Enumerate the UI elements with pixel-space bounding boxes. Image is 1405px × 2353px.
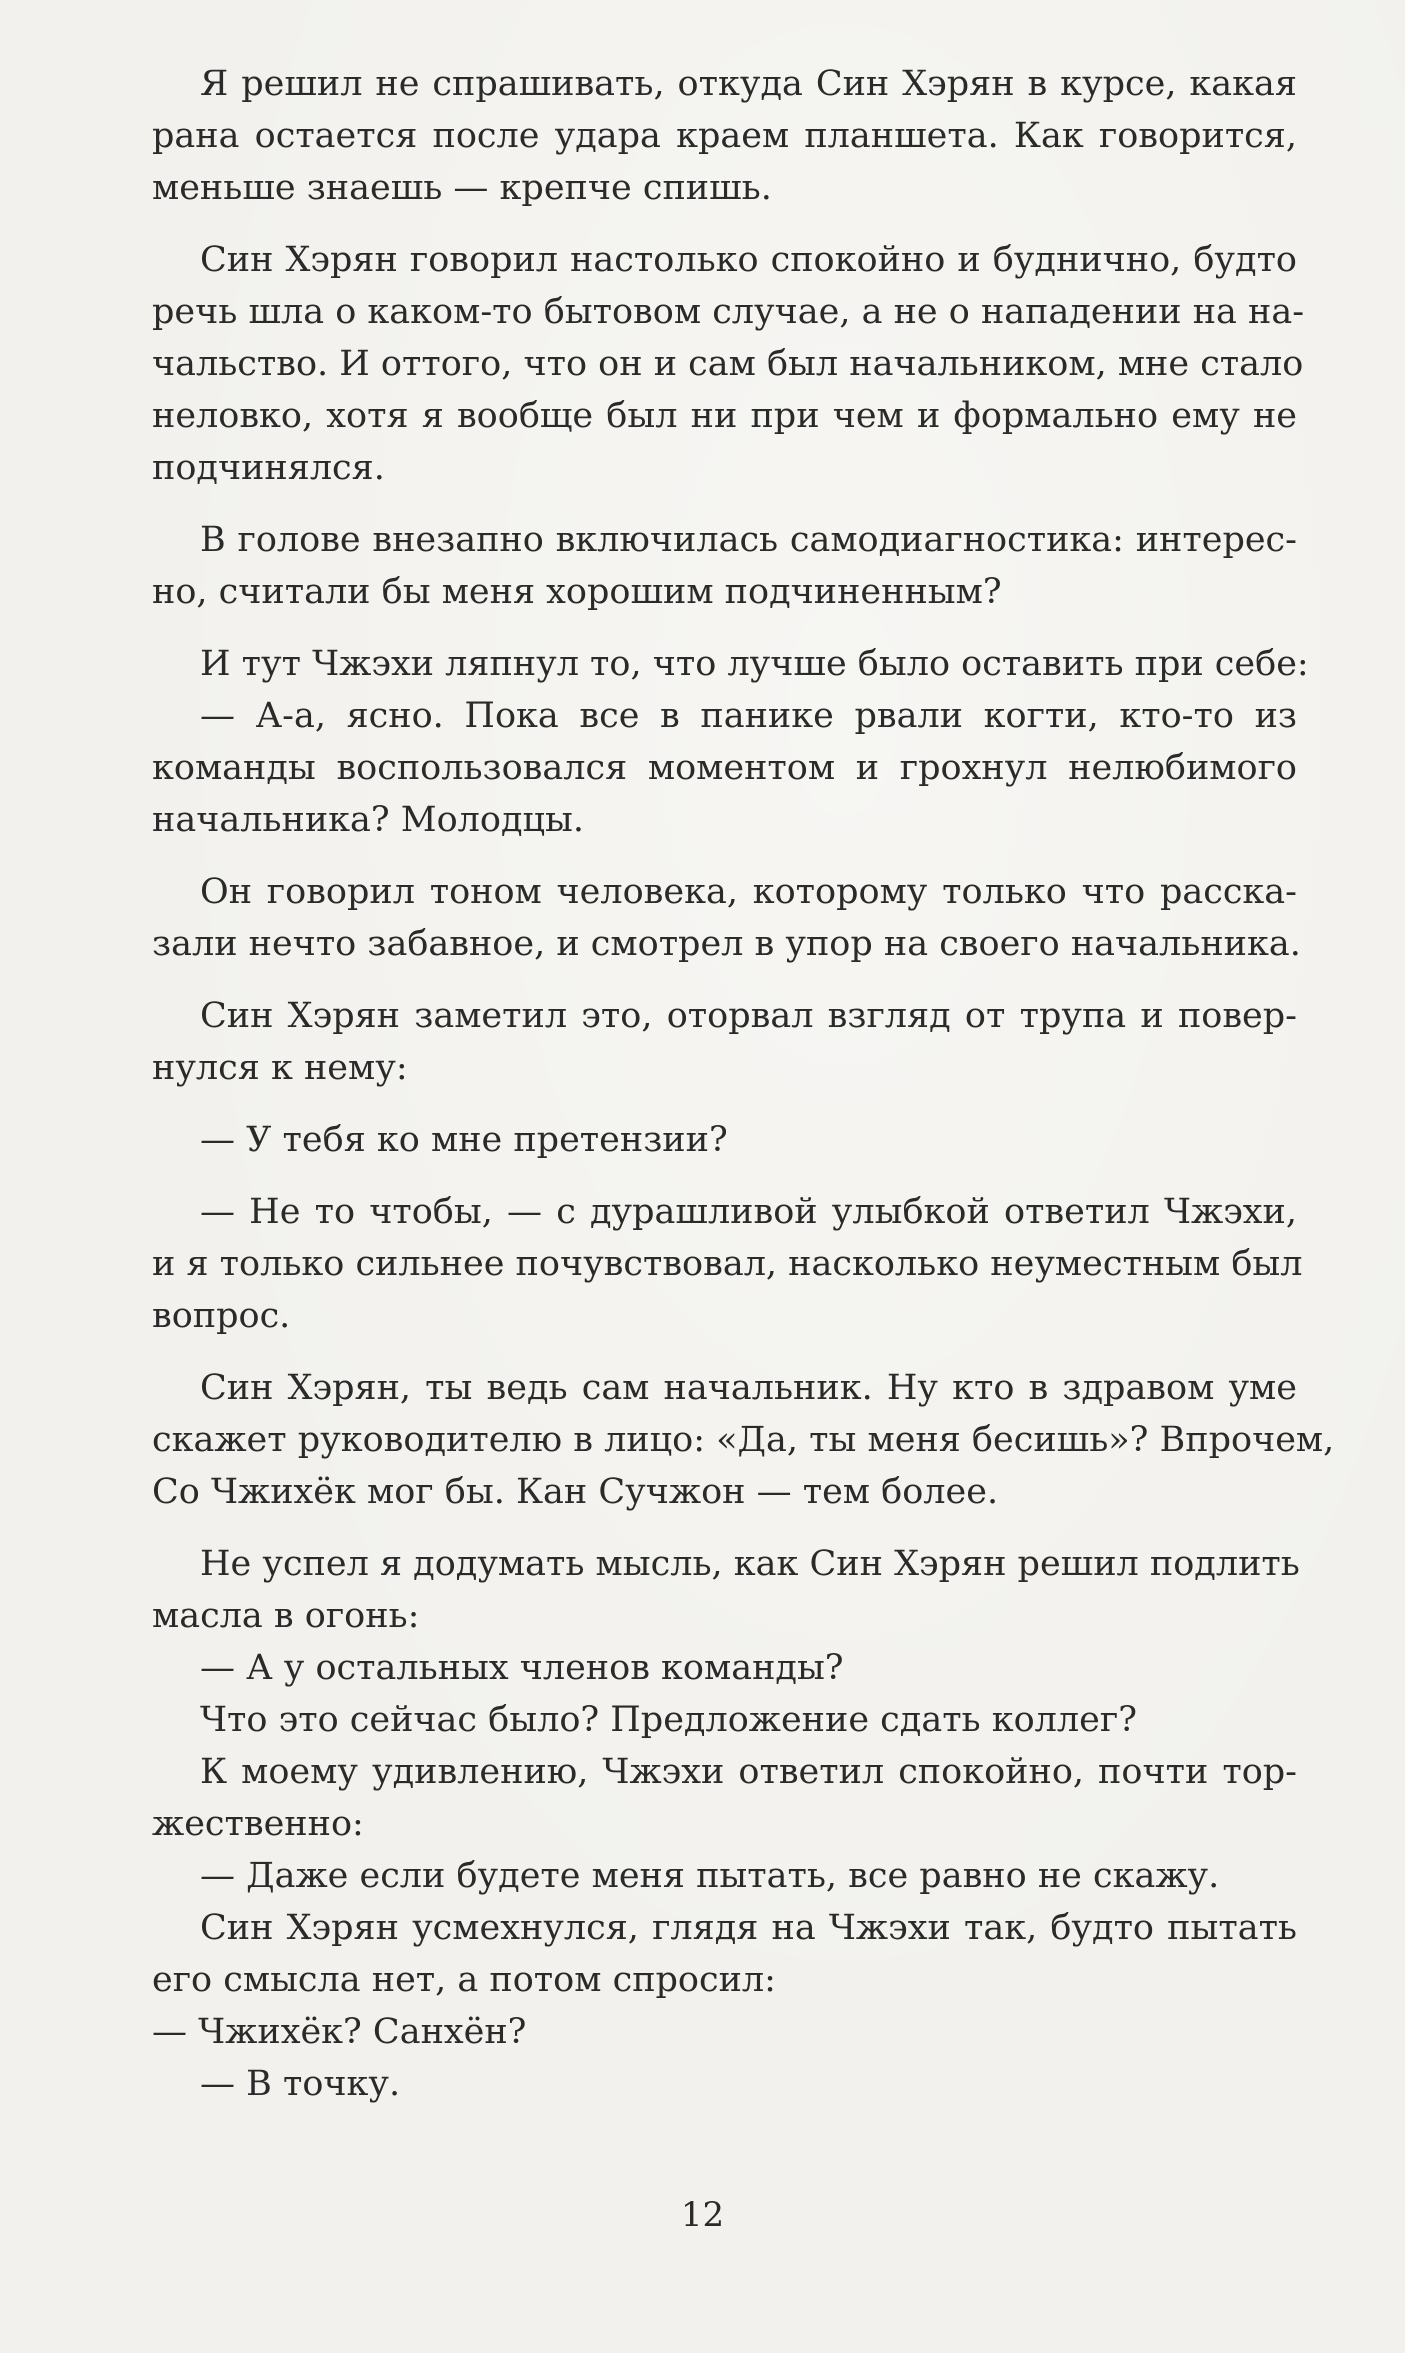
text-line: рана остается после удара краем планшета. Как говорится, bbox=[152, 116, 1297, 156]
text-line: Он говорил тоном человека, которому только что расска- bbox=[200, 872, 1297, 912]
paragraph bbox=[152, 58, 1297, 214]
paragraph bbox=[152, 990, 1297, 1094]
text-line: Не успел я додумать мысль, как Син Хэрян решил подлить bbox=[200, 1544, 1300, 1584]
text-line: Син Хэрян заметил это, оторвал взгляд от трупа и повер- bbox=[200, 996, 1297, 1036]
text-line: но, считали бы меня хорошим подчиненным? bbox=[152, 572, 1002, 612]
paragraph bbox=[152, 1538, 1300, 2110]
text-line: вопрос. bbox=[152, 1296, 291, 1336]
paragraph-gap bbox=[152, 214, 1297, 234]
text-line: Я решил не спрашивать, откуда Син Хэрян в курсе, какая bbox=[200, 64, 1297, 104]
text-line: — В точку. bbox=[200, 2064, 401, 2104]
text-line: — А у остальных членов команды? bbox=[200, 1648, 844, 1688]
text-line: Что это сейчас было? Предложение сдать коллег? bbox=[200, 1700, 1137, 1740]
text-line: — А-а, ясно. Пока все в панике рвали когти, кто-то из bbox=[200, 696, 1297, 736]
text-line: — У тебя ко мне претензии? bbox=[200, 1120, 728, 1160]
paragraph-gap bbox=[152, 970, 1297, 990]
paragraph bbox=[152, 1186, 1303, 1342]
text-line: масла в огонь: bbox=[152, 1596, 420, 1636]
text-line: Син Хэрян усмехнулся, глядя на Чжэхи так, будто пытать bbox=[200, 1908, 1297, 1948]
paragraph bbox=[152, 1114, 1297, 1166]
paragraph-gap bbox=[152, 1166, 1297, 1186]
text-line: его смысла нет, а потом спросил: bbox=[152, 1960, 776, 2000]
paragraph-gap bbox=[152, 1342, 1297, 1362]
text-line: — Даже если будете меня пытать, все равно не скажу. bbox=[200, 1856, 1220, 1896]
body-text bbox=[152, 58, 1335, 2110]
text-line: нулся к нему: bbox=[152, 1048, 408, 1088]
page-number: 12 bbox=[680, 2195, 725, 2235]
text-line: жественно: bbox=[152, 1804, 364, 1844]
text-line: команды воспользовался моментом и грохнул нелюбимого bbox=[152, 748, 1297, 788]
paragraph-gap bbox=[152, 494, 1297, 514]
text-line: начальника? Молодцы. bbox=[152, 800, 585, 840]
paragraph-gap bbox=[152, 618, 1297, 638]
paragraph bbox=[152, 866, 1301, 970]
text-line: Син Хэрян говорил настолько спокойно и буднично, будто bbox=[200, 240, 1297, 280]
text-line: речь шла о каком-то бытовом случае, а не о нападении на на- bbox=[152, 292, 1305, 332]
text-line: зали нечто забавное, и смотрел в упор на своего начальника. bbox=[152, 924, 1301, 964]
text-line: К моему удивлению, Чжэхи ответил спокойно, почти тор- bbox=[200, 1752, 1297, 1792]
text-line: неловко, хотя я вообще был ни при чем и формально ему не bbox=[152, 396, 1297, 436]
text-line: и я только сильнее почувствовал, насколько неуместным был bbox=[152, 1244, 1303, 1284]
text-line: Син Хэрян, ты ведь сам начальник. Ну кто в здравом уме bbox=[200, 1368, 1297, 1408]
text-line: подчинялся. bbox=[152, 448, 385, 488]
paragraph-gap bbox=[152, 846, 1297, 866]
paragraph-gap bbox=[152, 1518, 1297, 1538]
text-line: меньше знаешь — крепче спишь. bbox=[152, 168, 772, 208]
text-line: Со Чжихёк мог бы. Кан Сучжон — тем более. bbox=[152, 1472, 999, 1512]
paragraph bbox=[152, 1362, 1335, 1518]
text-line: — Не то чтобы, — с дурашливой улыбкой ответил Чжэхи, bbox=[200, 1192, 1297, 1232]
paragraph bbox=[152, 638, 1309, 846]
text-line: скажет руководителю в лицо: «Да, ты меня бесишь»? Впрочем, bbox=[152, 1420, 1335, 1460]
text-line: В голове внезапно включилась самодиагностика: интерес- bbox=[200, 520, 1297, 560]
paragraph bbox=[152, 514, 1297, 618]
text-line: И тут Чжэхи ляпнул то, что лучше было оставить при себе: bbox=[200, 644, 1309, 684]
text-line: — Чжихёк? Санхён? bbox=[152, 2012, 527, 2052]
paragraph bbox=[152, 234, 1305, 494]
paragraph-gap bbox=[152, 1094, 1297, 1114]
text-line: чальство. И оттого, что он и сам был начальником, мне стало bbox=[152, 344, 1304, 384]
